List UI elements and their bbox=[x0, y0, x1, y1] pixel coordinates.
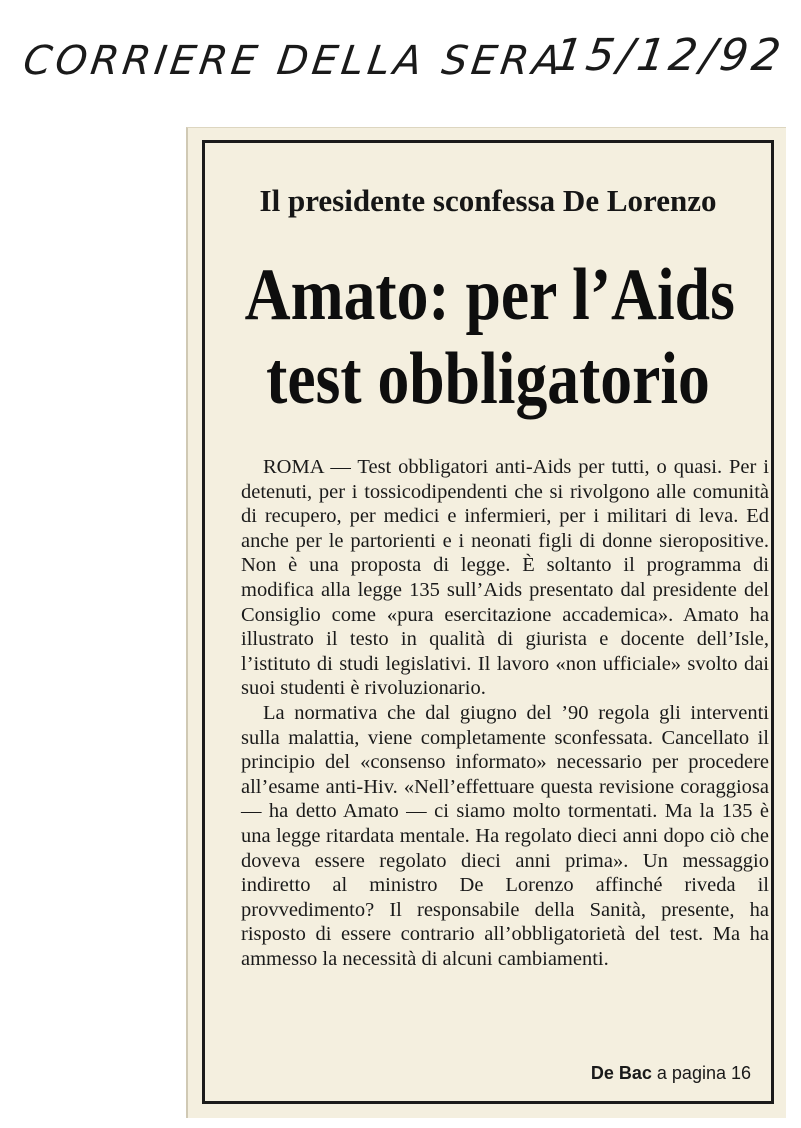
byline-author: De Bac bbox=[590, 1063, 652, 1083]
article-headline bbox=[244, 253, 735, 421]
article-frame bbox=[202, 140, 774, 1104]
handwritten-date: 15/12/92 bbox=[550, 30, 788, 81]
article-kicker: Il presidente sconfessa De Lorenzo bbox=[259, 183, 717, 218]
article-paragraph-1: ROMA — Test obbligatori anti-Aids per tutti, o quasi. Per i detenuti, per i tossicodipendenti che si rivolgono alle comunità di recupero, per medici e infermieri, per i militari di leva. Ed anche per le partorienti e i neonati figli di donne sieropositive. Non è una proposta di legge. È soltanto il programma di modifica alla legge 135 sull’Aids presentato dal presidente del Consiglio come «pura esercitazione accademica». Amato ha illustrato il testo in qualità di giurista e docente dell’Isle, l’istituto di studi legislativi. Il lavoro «non ufficiale» svolto dai suoi studenti è rivoluzionario. bbox=[241, 456, 769, 700]
headline-line-1: Amato: per l’Aids bbox=[244, 254, 735, 336]
article-byline bbox=[591, 1063, 751, 1084]
newspaper-clipping bbox=[186, 127, 786, 1118]
byline-page-ref: a pagina 16 bbox=[656, 1063, 751, 1083]
article-body bbox=[241, 455, 769, 971]
headline-line-2: test obbligatorio bbox=[266, 338, 710, 420]
handwritten-source: CORRIERE DELLA SERA bbox=[20, 38, 568, 84]
article-paragraph-2: La normativa che dal giugno del ’90 regola gli interventi sulla malattia, viene completamente sconfessata. Cancellato il principio del «consenso informato» necessario per procedere all’esame anti-Hiv. «Nell’effettuare questa revisione coraggiosa — ha detto Amato — ci siamo molto tormentati. Ma la 135 è una legge ritardata mentale. Ha regolato dieci anni dopo ciò che doveva essere regolato dieci anni prima». Un messaggio indiretto al ministro De Lorenzo affinché riveda il provvedimento? Il responsabile della Sanità, presente, ha risposto di essere contrario all’obbligatorietà del test. Ma ha ammesso la necessità di alcuni cambiamenti. bbox=[241, 701, 769, 970]
